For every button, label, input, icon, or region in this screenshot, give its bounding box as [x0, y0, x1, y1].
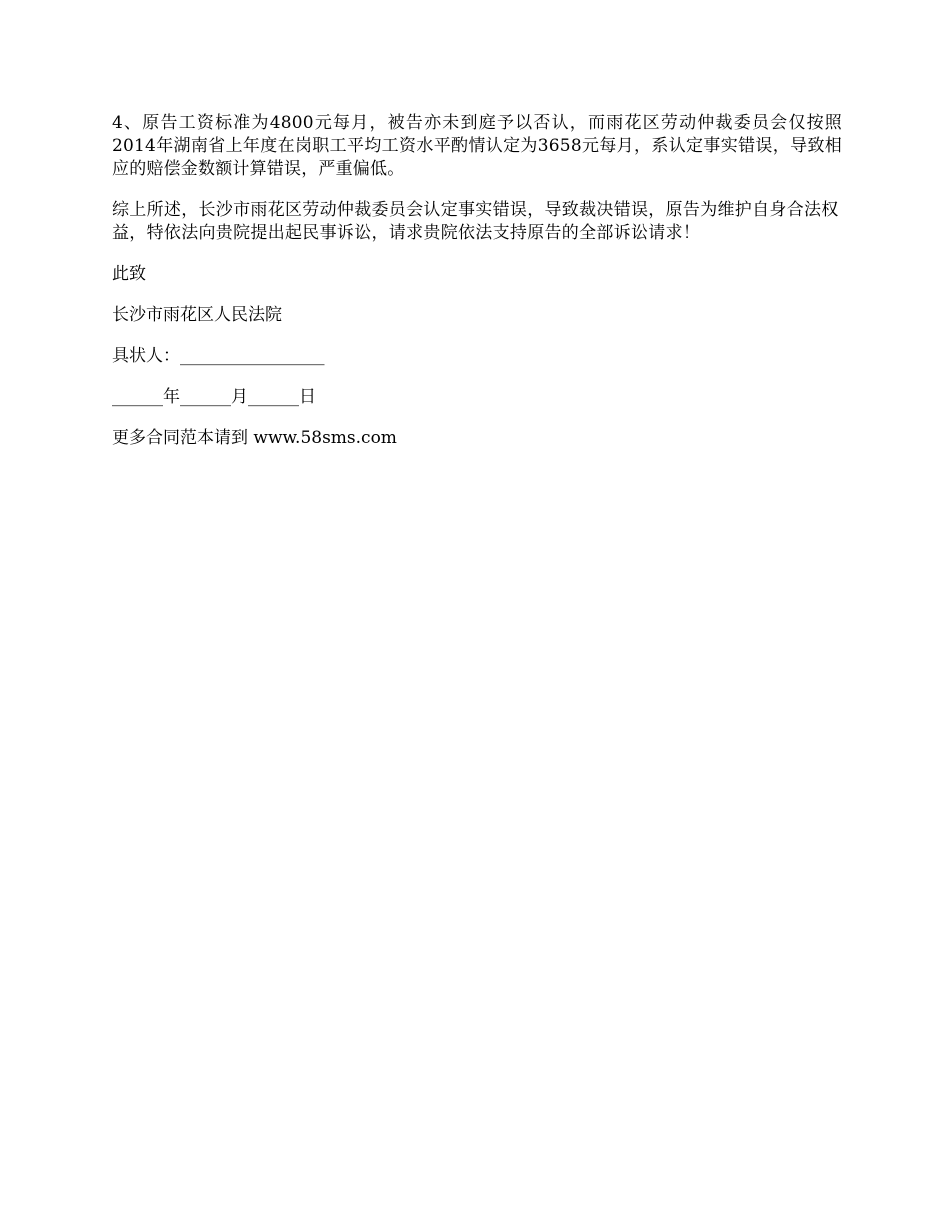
conclusion-paragraph: 综上所述，长沙市雨花区劳动仲裁委员会认定事实错误，导致裁决错误，原告为维护自身合法权益，特依法向贵院提出起民事诉讼，请求贵院依法支持原告的全部诉讼请求！ [112, 200, 839, 243]
signature-line: 具状人：_________________ [112, 346, 325, 366]
footer-link-text: 更多合同范本请到 www.58sms.com [112, 428, 397, 448]
court-name: 长沙市雨花区人民法院 [112, 305, 282, 325]
paragraph-4: 4、原告工资标准为4800元每月，被告亦未到庭予以否认，而雨花区劳动仲裁委员会仅按照2014年湖南省上年度在岗职工平均工资水平酌情认定为3658元每月，系认定事实错误，导致相应的赔偿金数额计算错误，严重偏低。 [112, 113, 842, 179]
salutation: 此致 [112, 264, 146, 284]
document-body [112, 112, 842, 468]
date-line: ______年______月______日 [112, 387, 316, 407]
